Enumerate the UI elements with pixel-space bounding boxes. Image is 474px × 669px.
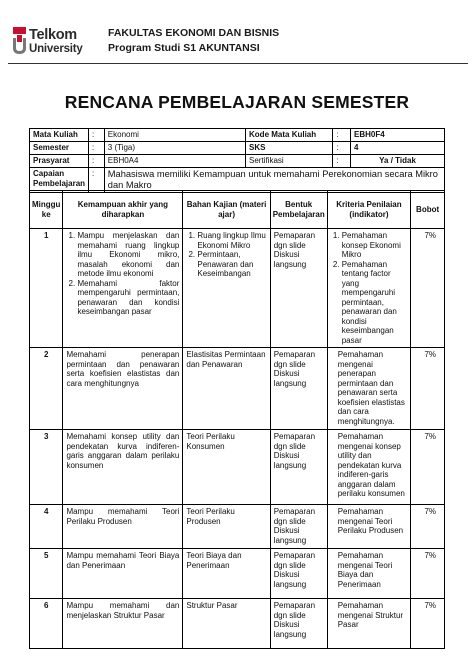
table-row <box>30 549 445 599</box>
kemampuan-cell: Mampu memahami Teori Biaya dan Penerimaan <box>63 549 183 599</box>
header-bobot: Bobot <box>411 191 445 229</box>
kemampuan-cell: Mampu memahami Teori Perilaku Produsen <box>63 505 183 549</box>
table-row <box>30 348 445 430</box>
header-bahan: Bahan Kajian (materi ajar) <box>183 191 270 229</box>
sks-label: SKS <box>246 142 333 155</box>
header-bentuk: Bentuk Pembelajaran <box>270 191 327 229</box>
week-number: 6 <box>30 599 63 649</box>
bentuk-cell: Pemaparan dgn slide Diskusi langsung <box>270 549 327 599</box>
header-kemampuan: Kemampuan akhir yang diharapkan <box>63 191 183 229</box>
sertifikasi-label: Sertifikasi <box>246 155 333 168</box>
list-item: 2. Pemahaman tentang factor yang mempengaruhi permintaan, penawaran dan kondisi keseimbangan pasar <box>342 260 407 346</box>
bentuk-cell: Pemaparan dgn slide Diskusi langsung <box>270 430 327 505</box>
table-row <box>30 599 445 649</box>
header-minggu: Minggu ke <box>30 191 63 229</box>
header-kriteria: Kriteria Penilaian (indikator) <box>327 191 410 229</box>
kode-label: Kode Mata Kuliah <box>246 129 333 142</box>
course-info-table <box>29 128 445 193</box>
bobot-cell: 7% <box>411 229 445 348</box>
bahan-cell: Teori Biaya dan Penerimaan <box>183 549 270 599</box>
kriteria-cell: Pemahaman mengenai Teori Biaya dan Penerimaan <box>327 549 410 599</box>
week-number: 1 <box>30 229 63 348</box>
colon: : <box>89 168 105 193</box>
list-item: 1. Mampu menjelaskan dan memahami ruang lingkup ilmu Ekonomi mikro, masalah ekonomi dan metode ilmu ekonomi <box>77 231 179 279</box>
kriteria-cell: Pemahaman mengenai konsep utility dan pendekatan kurva indiferen-garis anggaran dalam perilaku konsumen <box>327 430 410 505</box>
colon: : <box>89 155 105 168</box>
bobot-cell: 7% <box>411 549 445 599</box>
bahan-cell: Teori Perilaku Konsumen <box>183 430 270 505</box>
list-item: 1. Pemahaman konsep Ekonomi Mikro <box>342 231 407 260</box>
rps-table <box>29 190 445 649</box>
list-item: 2. Memahami faktor mempengaruhi permintaan, penawaran dan kondisi keseimbangan pasar <box>77 279 179 317</box>
bobot-cell: 7% <box>411 599 445 649</box>
week-number: 3 <box>30 430 63 505</box>
bahan-cell: Struktur Pasar <box>183 599 270 649</box>
week-number: 2 <box>30 348 63 430</box>
kriteria-cell: Pemahaman mengenai Teori Perilaku Produsen <box>327 505 410 549</box>
week-number: 4 <box>30 505 63 549</box>
telkom-logo-icon <box>12 26 28 56</box>
prasyarat-label: Prasyarat <box>30 155 89 168</box>
bentuk-cell: Pemaparan dgn slide Diskusi langsung <box>270 505 327 549</box>
colon: : <box>89 142 105 155</box>
page-title: RENCANA PEMBELAJARAN SEMESTER <box>64 92 410 112</box>
kriteria-cell: Pemahaman mengenai penerapan permintaan dan penawaran serta koefisien elastistas dan cara menghitungnya. <box>327 348 410 430</box>
kemampuan-cell: Memahami penerapan permintaan dan penawaran serta koefisien elastistas dan cara menghitungnya <box>63 348 183 430</box>
kemampuan-cell: Mampu memahami dan menjelaskan Struktur Pasar <box>63 599 183 649</box>
program-name: Program Studi S1 AKUNTANSI <box>108 42 260 54</box>
bobot-cell: 7% <box>411 348 445 430</box>
semester-label: Semester <box>30 142 89 155</box>
kriteria-cell: Pemahaman mengenai Struktur Pasar <box>327 599 410 649</box>
table-row <box>30 229 445 348</box>
kriteria-cell <box>327 229 410 348</box>
colon: : <box>333 155 351 168</box>
capaian-label-line2: Pembelajaran <box>33 179 86 188</box>
header-divider <box>8 63 468 64</box>
list-item: 2. Permintaan, Penawaran dan Keseimbangan <box>197 250 266 279</box>
bobot-cell: 7% <box>411 430 445 505</box>
mata-kuliah-label: Mata Kuliah <box>30 129 89 142</box>
bahan-cell <box>183 229 270 348</box>
bahan-cell: Elastisitas Permintaan dan Penawaran <box>183 348 270 430</box>
bentuk-cell: Pemaparan dgn slide Diskusi langsung <box>270 599 327 649</box>
bentuk-cell: Pemaparan dgn slide Diskusi langsung <box>270 348 327 430</box>
faculty-name: FAKULTAS EKONOMI DAN BISNIS <box>108 27 280 39</box>
prasyarat-value: EBH0A4 <box>104 155 245 168</box>
logo-wordmark-telkom: Telkom <box>29 27 77 43</box>
table-row <box>30 505 445 549</box>
kemampuan-cell <box>63 229 183 348</box>
sertifikasi-value: Ya / Tidak <box>351 155 445 168</box>
kemampuan-cell: Memahami konsep utility dan pendekatan kurva indiferen-garis anggaran dalam perilaku konsumen <box>63 430 183 505</box>
kode-value: EBH0F4 <box>351 129 445 142</box>
table-row <box>30 430 445 505</box>
mata-kuliah-value: Ekonomi <box>104 129 245 142</box>
colon: : <box>333 142 351 155</box>
capaian-value: Mahasiswa memiliki Kemampuan untuk memahami Perekonomian secara Mikro dan Makro <box>104 168 444 193</box>
semester-value: 3 (Tiga) <box>104 142 245 155</box>
telkom-university-logo <box>12 26 104 60</box>
colon: : <box>89 129 105 142</box>
bahan-cell: Teori Perilaku Produsen <box>183 505 270 549</box>
bobot-cell: 7% <box>411 505 445 549</box>
logo-wordmark-university: University <box>29 43 83 55</box>
bentuk-cell: Pemaparan dgn slide Diskusi langsung <box>270 229 327 348</box>
capaian-label-line1: Capaian <box>33 169 65 178</box>
colon: : <box>333 129 351 142</box>
capaian-label <box>30 168 89 193</box>
week-number: 5 <box>30 549 63 599</box>
list-item: 1. Ruang lingkup Ilmu Ekonomi Mikro <box>197 231 266 250</box>
sks-value: 4 <box>351 142 445 155</box>
